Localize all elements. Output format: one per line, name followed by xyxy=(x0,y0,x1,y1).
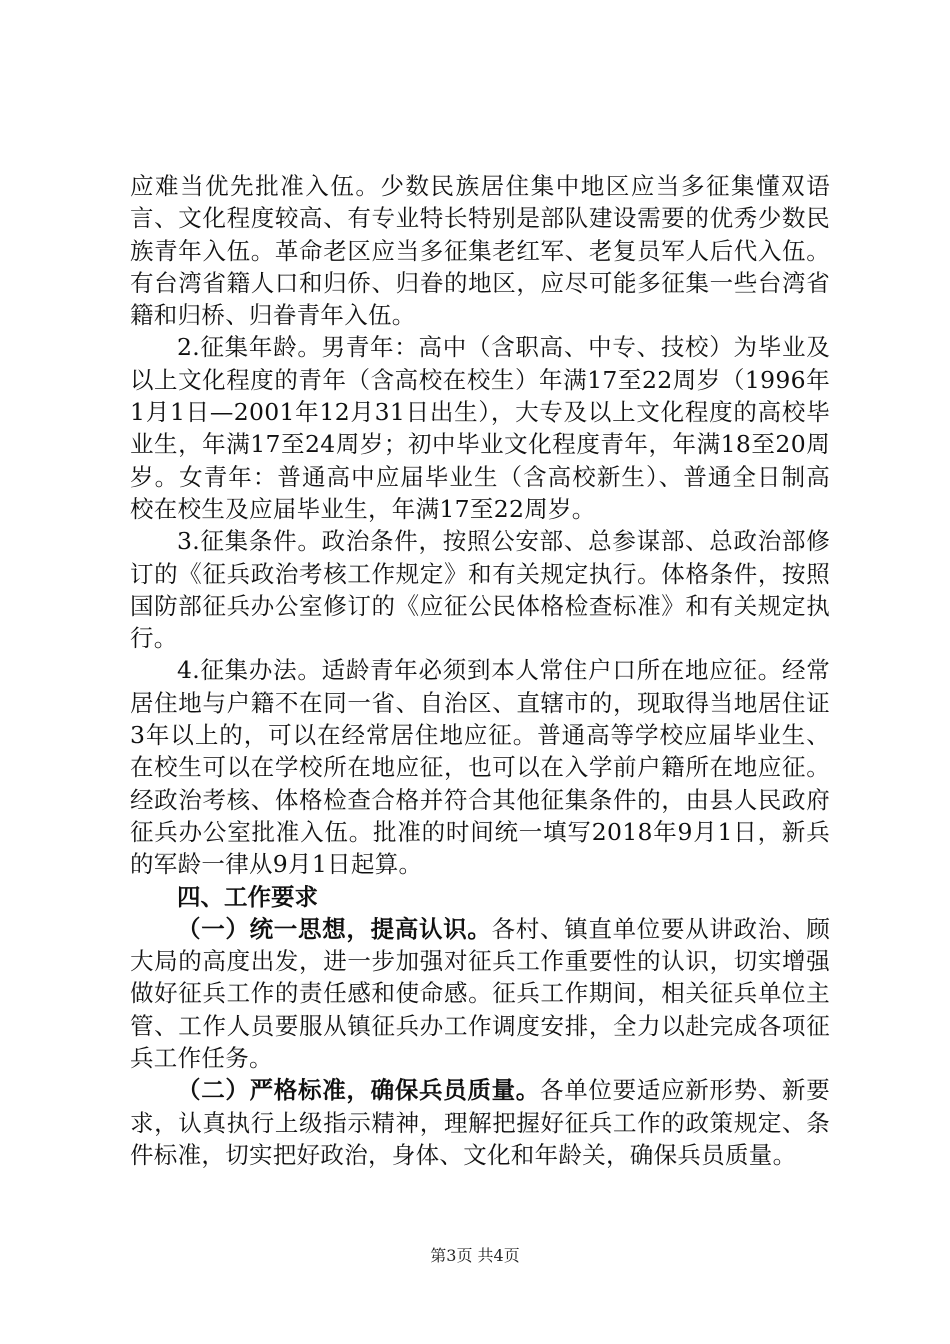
paragraph-age: 2.征集年龄。男青年：高中（含职高、中专、技校）为毕业及以上文化程度的青年（含高校在校生）年满17至22周岁（1996年1月1日—2001年12月31日出生），大专及以上文化程度的高校毕业生，年满17至24周岁；初中毕业文化程度青年，年满18至20周岁。女青年：普通高中应届毕业生（含高校新生）、普通全日制高校在校生及应届毕业生，年满17至22周岁。 xyxy=(130,333,830,523)
document-body xyxy=(130,170,830,1171)
paragraph-unify-thinking xyxy=(130,913,830,1074)
paragraph-method: 4.征集办法。适龄青年必须到本人常住户口所在地应征。经常居住地与户籍不在同一省、自治区、直辖市的，现取得当地居住证3年以上的，可以在经常居住地应征。普通高等学校应届毕业生、在校生可以在学校所在地应征，也可以在入学前户籍所在地应征。经政治考核、体格检查合格并符合其他征集条件的，由县人民政府征兵办公室批准入伍。批准的时间统一填写2018年9月1日，新兵的军龄一律从9月1日起算。 xyxy=(130,656,830,879)
paragraph-body: 各村、镇直单位要从讲政治、顾大局的高度出发，进一步加强对征兵工作重要性的认识，切实增强做好征兵工作的责任感和使命感。征兵工作期间，相关征兵单位主管、工作人员要服从镇征兵办工作调度安排，全力以赴完成各项征兵工作任务。 xyxy=(130,914,831,1073)
paragraph-continuation: 应难当优先批准入伍。少数民族居住集中地区应当多征集懂双语言、文化程度较高、有专业特长特别是部队建设需要的优秀少数民族青年入伍。革命老区应当多征集老红军、老复员军人后代入伍。有台湾省籍人口和归侨、归眷的地区，应尽可能多征集一些台湾省籍和归桥、归眷青年入伍。 xyxy=(130,172,830,330)
paragraph-lead: （二）严格标准，确保兵员质量。 xyxy=(177,1076,540,1105)
paragraph-body: 各单位要适应新形势、新要求，认真执行上级指示精神，理解把握好征兵工作的政策规定、条件标准，切实把好政治，身体、文化和年龄关，确保兵员质量。 xyxy=(130,1076,830,1169)
page-number-footer: 第3页 共4页 xyxy=(430,1246,520,1265)
section-heading: 四、工作要求 xyxy=(177,882,318,911)
paragraph-strict-standards xyxy=(130,1074,830,1171)
paragraph-lead: （一）统一思想，提高认识。 xyxy=(177,914,492,943)
paragraph-conditions: 3.征集条件。政治条件，按照公安部、总参谋部、总政治部修订的《征兵政治考核工作规定》和有关规定执行。体格条件，按照国防部征兵办公室修订的《应征公民体格检查标准》和有关规定执行。 xyxy=(130,527,830,653)
